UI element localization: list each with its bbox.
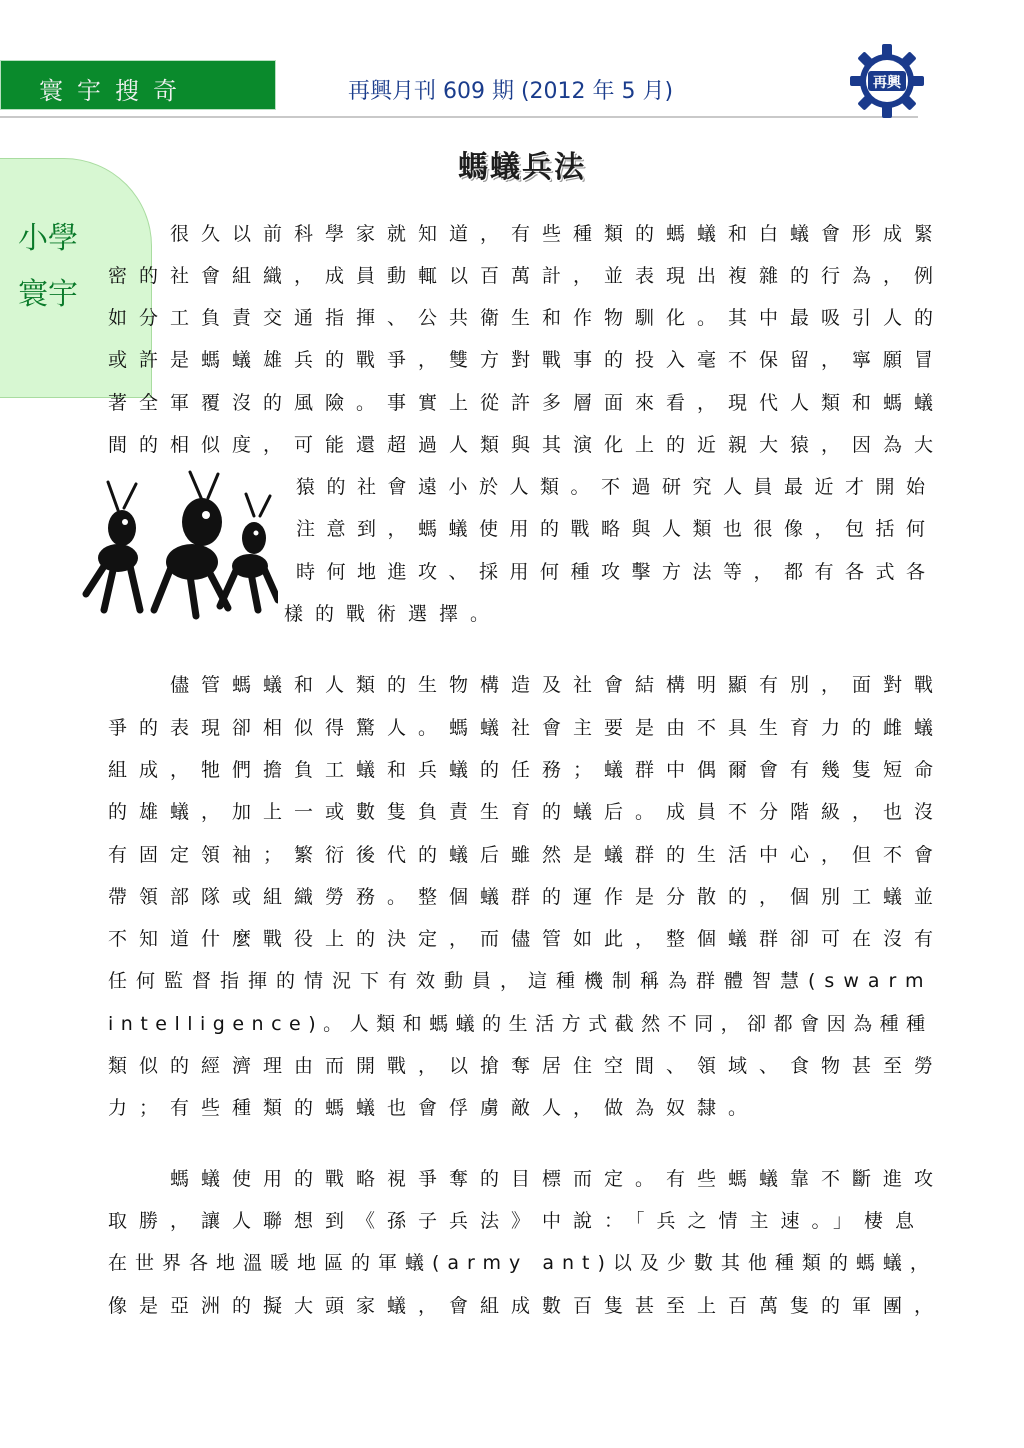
section-label-box (0, 60, 276, 110)
body-line: 有固定領袖；繁衍後代的蟻后雖然是蟻群的生活中心，但不會 (108, 844, 946, 866)
article-title: 螞蟻兵法 (458, 150, 586, 185)
body-line: 時何地進攻、採用何種攻擊方法等，都有各式各 (296, 561, 937, 583)
body-line: 取勝，讓人聯想到《孫子兵法》中說：「兵之情主速。」棲息 (108, 1210, 927, 1232)
sidebar-label: 小學寰宇 (18, 221, 78, 312)
body-line: 或許是螞蟻雄兵的戰爭，雙方對戰事的投入毫不保留，寧願冒 (108, 349, 946, 371)
gear-logo-icon (850, 44, 924, 118)
body-line: 組成，牠們擔負工蟻和兵蟻的任務；蟻群中偶爾會有幾隻短命 (108, 759, 946, 781)
body-line: 的雄蟻，加上一或數隻負責生育的蟻后。成員不分階級，也沒 (108, 801, 946, 823)
body-line: 間的相似度，可能還超過人類與其演化上的近親大猿，因為大 (108, 434, 946, 456)
body-line: 很久以前科學家就知道，有些種類的螞蟻和白蟻會形成緊 (170, 223, 946, 245)
body-line: 類似的經濟理由而開戰，以搶奪居住空間、領域、食物甚至勞 (108, 1055, 946, 1077)
issue-info: 再興月刊 609 期 (2012 年 5 月) (348, 79, 674, 104)
header-divider (0, 116, 918, 118)
ants-illustration (78, 470, 278, 620)
body-line: 注意到，螞蟻使用的戰略與人類也很像，包括何 (296, 518, 937, 540)
body-line: 力；有些種類的螞蟻也會俘虜敵人，做為奴隸。 (108, 1097, 760, 1119)
body-line: 帶領部隊或組織勞務。整個蟻群的運作是分散的，個別工蟻並 (108, 886, 946, 908)
body-line: 密的社會組織，成員動輒以百萬計，並表現出複雜的行為，例 (108, 265, 946, 287)
body-line: 在世界各地溫暖地區的軍蟻(army ant)以及少數其他種類的螞蟻， (108, 1252, 937, 1274)
body-line: 猿的社會遠小於人類。不過研究人員最近才開始 (296, 476, 937, 498)
body-line: 像是亞洲的擬大頭家蟻，會組成數百隻甚至上百萬隻的軍團， (108, 1295, 946, 1317)
body-line: 爭的表現卻相似得驚人。螞蟻社會主要是由不具生育力的雌蟻 (108, 717, 946, 739)
body-line: 螞蟻使用的戰略視爭奪的目標而定。有些螞蟻靠不斷進攻 (170, 1168, 946, 1190)
body-line: 著全軍覆沒的風險。事實上從許多層面來看，現代人類和螞蟻 (108, 392, 946, 414)
body-line: 儘管螞蟻和人類的生物構造及社會結構明顯有別，面對戰 (170, 674, 946, 696)
logo-text: 再興 (873, 75, 901, 91)
body-line: intelligence)。人類和螞蟻的生活方式截然不同，卻都會因為種種 (108, 1013, 933, 1035)
section-label: 寰宇搜奇 (39, 77, 191, 105)
body-line: 任何監督指揮的情況下有效動員，這種機制稱為群體智慧(swarm (108, 970, 933, 992)
body-line: 如分工負責交通指揮、公共衛生和作物馴化。其中最吸引人的 (108, 307, 946, 329)
body-line: 樣的戰術選擇。 (284, 603, 502, 625)
body-line: 不知道什麼戰役上的決定，而儘管如此，整個蟻群卻可在沒有 (108, 928, 946, 950)
